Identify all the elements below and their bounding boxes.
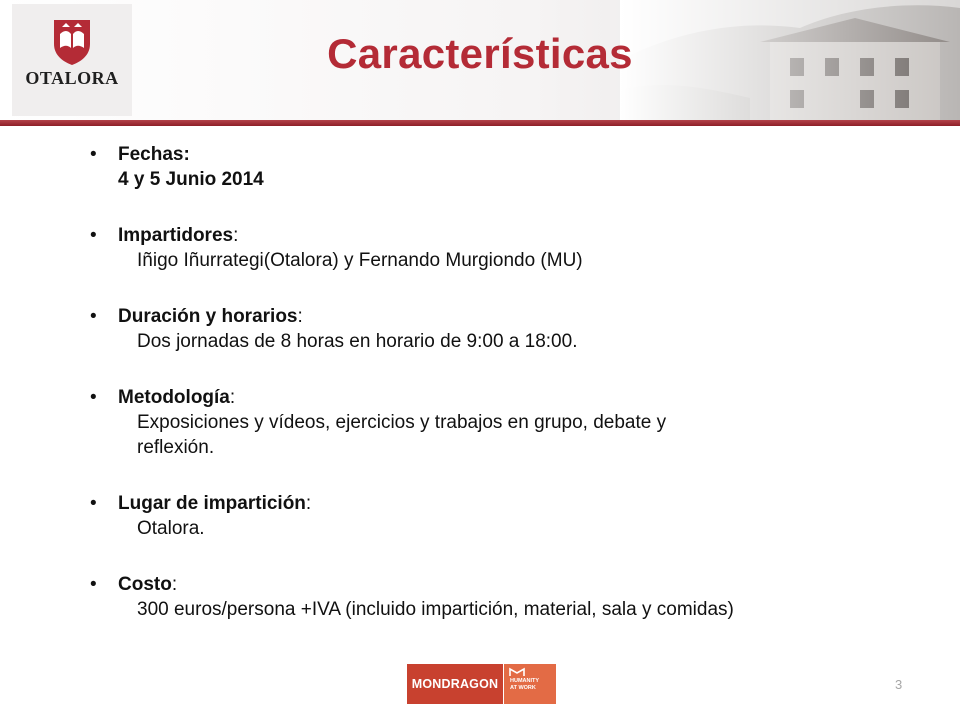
item-detail: 300 euros/persona +IVA (incluido impartición, material, sala y comidas) bbox=[137, 599, 734, 620]
logo-text: OTALORA bbox=[25, 68, 119, 88]
item-label: Duración y horarios bbox=[118, 306, 298, 327]
item-detail: Exposiciones y vídeos, ejercicios y trabajos en grupo, debate y bbox=[137, 412, 667, 433]
bullet-dot: • bbox=[90, 493, 97, 514]
bullet-dot: • bbox=[90, 306, 97, 327]
item-colon: : bbox=[171, 574, 178, 595]
item-colon: : bbox=[297, 306, 303, 327]
item-label: Impartidores bbox=[118, 225, 234, 246]
mondragon-tagline-line2: AT WORK bbox=[510, 685, 536, 691]
item-detail: Otalora. bbox=[137, 518, 205, 539]
bullet-dot: • bbox=[90, 144, 97, 165]
list-item-costo bbox=[90, 572, 910, 622]
list-item-metodologia bbox=[90, 385, 910, 460]
item-label: Lugar de impartición bbox=[118, 493, 306, 514]
item-label: Metodología bbox=[118, 387, 230, 408]
page-title: Características bbox=[327, 30, 633, 77]
header-divider bbox=[0, 120, 960, 126]
item-label: Costo bbox=[118, 574, 172, 595]
bullet-dot: • bbox=[90, 225, 97, 246]
list-item-lugar bbox=[90, 491, 910, 541]
list-item-fechas bbox=[90, 142, 910, 192]
slide-header bbox=[0, 0, 960, 120]
bullet-dot: • bbox=[90, 387, 97, 408]
mondragon-logo bbox=[407, 664, 556, 704]
item-detail: 4 y 5 Junio 2014 bbox=[118, 169, 264, 190]
bullet-dot: • bbox=[90, 574, 97, 595]
page-number: 3 bbox=[895, 677, 903, 692]
characteristics-list bbox=[90, 142, 910, 653]
item-colon: : bbox=[229, 387, 236, 408]
mondragon-label: MONDRAGON bbox=[407, 664, 503, 704]
item-colon: : bbox=[305, 493, 312, 514]
item-label: Fechas: bbox=[118, 144, 190, 165]
mondragon-tagline-line1: HUMANITY bbox=[510, 678, 540, 684]
item-detail: Iñigo Iñurrategi(Otalora) y Fernando Murgiondo (MU) bbox=[137, 250, 583, 271]
mondragon-mark-icon bbox=[507, 666, 527, 678]
item-colon: : bbox=[233, 225, 239, 246]
item-detail-continued: reflexión. bbox=[137, 437, 215, 458]
list-item-duracion bbox=[90, 304, 910, 354]
item-detail: Dos jornadas de 8 horas en horario de 9:00 a 18:00. bbox=[137, 331, 578, 352]
list-item-impartidores bbox=[90, 223, 910, 273]
